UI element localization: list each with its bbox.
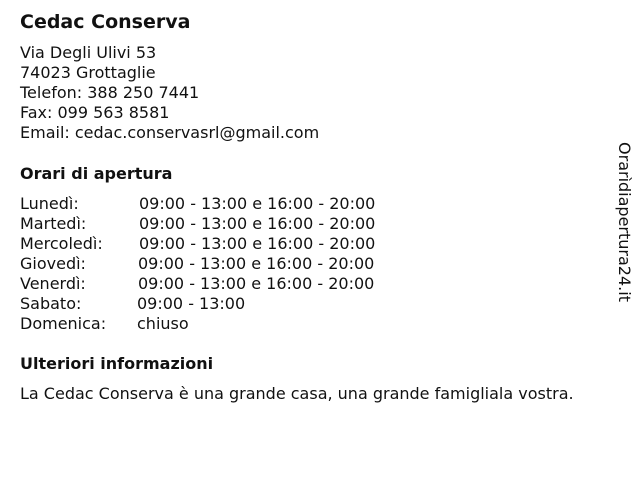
- day-label: Sabato:: [20, 294, 82, 313]
- city-address: 74023 Grottaglie: [20, 63, 156, 82]
- street-address: Via Degli Ulivi 53: [20, 43, 157, 62]
- opening-hours-table: [20, 194, 460, 334]
- opening-hours-heading: Orari di apertura: [20, 164, 173, 183]
- hours-row-sunday: [20, 314, 460, 334]
- time-range: 09:00 - 13:00 e 16:00 - 20:00: [138, 274, 375, 293]
- day-label: Lunedì:: [20, 194, 79, 213]
- time-range: 09:00 - 13:00 e 16:00 - 20:00: [139, 194, 376, 213]
- day-label: Giovedì:: [20, 254, 86, 273]
- page-title: Cedac Conserva: [20, 11, 191, 33]
- time-range: 09:00 - 13:00 e 16:00 - 20:00: [139, 234, 376, 253]
- site-watermark: Orarìdiapertura24.it: [615, 142, 634, 302]
- contact-block: [20, 43, 319, 143]
- hours-row-monday: [20, 194, 460, 214]
- time-range: chiuso: [137, 314, 189, 333]
- day-label: Venerdì:: [20, 274, 86, 293]
- fax-number: Fax: 099 563 8581: [20, 103, 170, 122]
- hours-row-wednesday: [20, 234, 460, 254]
- more-info-heading: Ulteriori informazioni: [20, 354, 214, 373]
- day-label: Martedì:: [20, 214, 87, 233]
- hours-row-saturday: [20, 294, 460, 314]
- hours-row-thursday: [20, 254, 460, 274]
- time-range: 09:00 - 13:00: [137, 294, 246, 313]
- hours-row-tuesday: [20, 214, 460, 234]
- day-label: Domenica:: [20, 314, 107, 333]
- time-range: 09:00 - 13:00 e 16:00 - 20:00: [138, 254, 375, 273]
- phone-number: Telefon: 388 250 7441: [20, 83, 200, 102]
- hours-row-friday: [20, 274, 460, 294]
- more-info-text: La Cedac Conserva è una grande casa, una grande famigliala vostra.: [20, 384, 574, 403]
- day-label: Mercoledì:: [20, 234, 103, 253]
- email-address: Email: cedac.conservasrl@gmail.com: [20, 123, 320, 142]
- time-range: 09:00 - 13:00 e 16:00 - 20:00: [139, 214, 376, 233]
